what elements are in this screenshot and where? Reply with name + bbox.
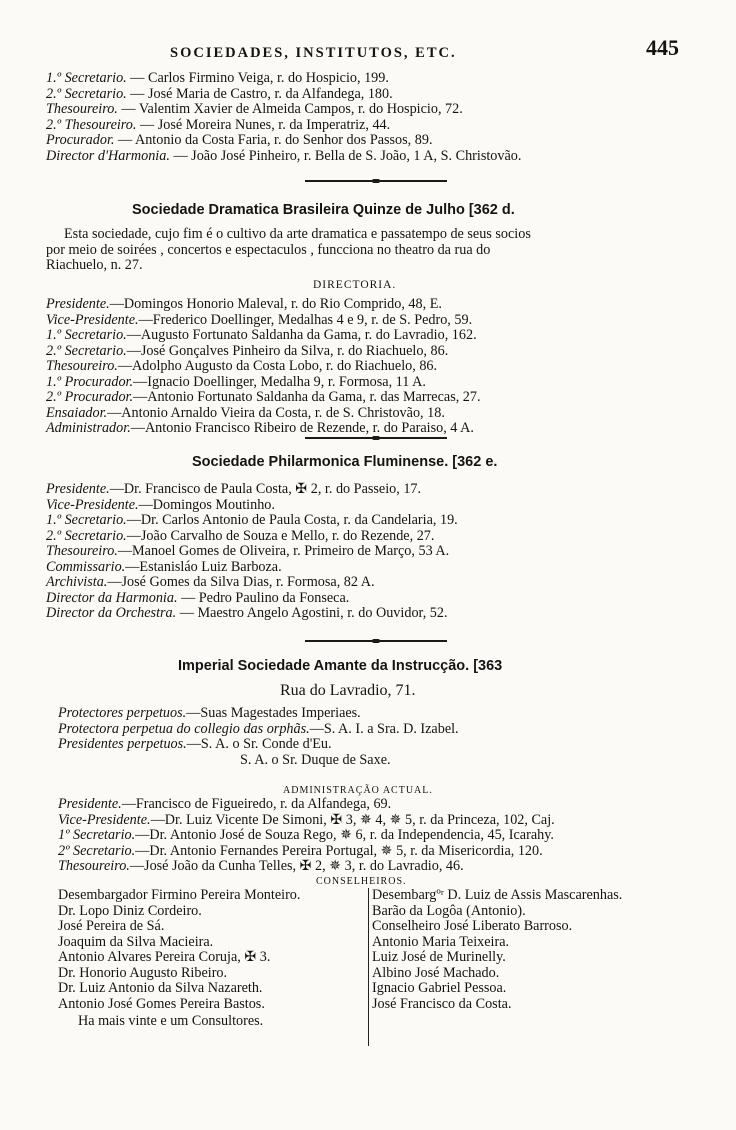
council-member: Albino José Machado. <box>372 964 500 981</box>
amante-address: Rua do Lavradio, 71. <box>280 682 416 699</box>
officer-line: 1º Secretario.—Dr. Antonio José de Souza Rego, ✵ 6, r. da Independencia, 45, Icarahy. <box>58 827 554 843</box>
officer-line: 2.º Procurador.—Antonio Fortunato Saldanha da Gama, r. das Marrecas, 27. <box>46 389 481 405</box>
council-member: José Pereira de Sá. <box>58 918 165 934</box>
council-member: Antonio Maria Teixeira. <box>372 933 510 950</box>
officer-line: Presidente.—Dr. Francisco de Paula Costa, ✠ 2, r. do Passeio, 17. <box>46 481 422 497</box>
officer-line: 2º Secretario.—Dr. Antonio Fernandes Pereira Portugal, ✵ 5, r. da Misericordia, 120. <box>58 842 543 859</box>
officer-line: 2.º Secretario. — José Maria de Castro, r. da Alfandega, 180. <box>46 85 393 102</box>
council-member: Barão da Logôa (Antonio). <box>372 902 526 919</box>
officer-line: Thesoureiro.—Manoel Gomes de Oliveira, r. Primeiro de Março, 53 A. <box>46 543 450 559</box>
officer-line: Thesoureiro.—José João da Cunha Telles, ✠ 2, ✵ 3, r. do Lavradio, 46. <box>58 858 464 874</box>
officer-line: 1.º Secretario.—Dr. Carlos Antonio de Paula Costa, r. da Candelaria, 19. <box>46 512 458 528</box>
officer-line: 2.º Secretario.—João Carvalho de Souza e Mello, r. do Rezende, 27. <box>46 527 435 544</box>
section-title-philarmonica: Sociedade Philarmonica Fluminense. [362 e. <box>192 454 498 470</box>
subheading-directoria: DIRECTORIA. <box>313 279 397 291</box>
footer-note: Ha mais vinte e um Consultores. <box>78 1013 264 1029</box>
council-member: Conselheiro José Liberato Barroso. <box>372 918 573 934</box>
dramatica-description: Esta sociedade, cujo fim é o cultivo da arte dramatica e passatempo de seus socios por meio de soirées , concertos e espectaculos , funcciona no theatro da rua do Riachuelo, n. 27. <box>46 226 531 273</box>
patron-line: Protectora perpetua do collegio das orphãs.—S. A. I. a Sra. D. Izabel. <box>58 720 459 737</box>
officer-line: Archivista.—José Gomes da Silva Dias, r. Formosa, 82 A. <box>46 574 375 590</box>
subheading-conselheiros: CONSELHEIROS. <box>316 876 407 887</box>
officer-line: Procurador. — Antonio da Costa Faria, r. do Senhor dos Passos, 89. <box>46 132 433 148</box>
patron-line: Protectores perpetuos.—Suas Magestades Imperiaes. <box>58 705 361 721</box>
running-title: SOCIEDADES, INSTITUTOS, ETC. <box>170 45 457 61</box>
amante-admin <box>46 797 686 875</box>
officer-line: 2.º Thesoureiro. — José Moreira Nunes, r. da Imperatriz, 44. <box>46 116 391 133</box>
section-divider <box>305 640 447 642</box>
patron-line: Presidentes perpetuos.—S. A. o Sr. Conde d'Eu. <box>58 736 332 752</box>
council-member: Antonio José Gomes Pereira Bastos. <box>58 995 265 1012</box>
officer-line: Vice-Presidente.—Frederico Doellinger, Medalhas 4 e 9, r. de S. Pedro, 59. <box>46 311 473 328</box>
council-member: Ignacio Gabriel Pessoa. <box>372 980 507 996</box>
officer-line: 1.º Procurador.—Ignacio Doellinger, Medalha 9, r. Formosa, 11 A. <box>46 373 426 390</box>
officer-line: Administrador.—Antonio Francisco Ribeiro de Rezende, r. do Paraiso, 4 A. <box>46 420 474 436</box>
officer-line: Presidente.—Francisco de Figueiredo, r. da Alfandega, 69. <box>58 796 392 812</box>
council-member: Desembargºʳ D. Luiz de Assis Mascarenhas. <box>372 887 623 903</box>
officer-line: 1.º Secretario.—Augusto Fortunato Saldanha da Gama, r. do Lavradio, 162. <box>46 327 477 343</box>
section-title-dramatica: Sociedade Dramatica Brasileira Quinze de Julho [362 d. <box>132 202 515 218</box>
section-title-amante: Imperial Sociedade Amante da Instrucção. [363 <box>178 658 503 674</box>
column-divider <box>368 888 369 1046</box>
officer-line: Presidente.—Domingos Honorio Maleval, r. do Rio Comprido, 48, E. <box>46 296 442 312</box>
philarmonica-officers <box>46 482 686 622</box>
officer-line: Vice-Presidente.—Dr. Luiz Vicente De Simoni, ✠ 3, ✵ 4, ✵ 5, r. da Princeza, 102, Caj. <box>58 811 555 828</box>
officer-line: Thesoureiro. — Valentim Xavier de Almeida Campos, r. do Hospicio, 72. <box>46 101 463 117</box>
officer-line: Director d'Harmonia. — João José Pinheiro, r. Bella de S. João, 1 A, S. Christovão. <box>46 147 522 164</box>
council-member: Dr. Luiz Antonio da Silva Nazareth. <box>58 980 263 996</box>
officer-line: Director da Harmonia. — Pedro Paulino da Fonseca. <box>46 589 350 606</box>
amante-patrons <box>46 706 686 768</box>
patron-continuation: S. A. o Sr. Duque de Saxe. <box>240 751 391 768</box>
officer-line: 1.º Secretario. — Carlos Firmino Veiga, r. do Hospicio, 199. <box>46 70 389 86</box>
council-member: Dr. Honorio Augusto Ribeiro. <box>58 964 228 981</box>
council-member: Dr. Lopo Diniz Cordeiro. <box>58 902 202 919</box>
officer-line: Commissario.—Estanisláo Luiz Barboza. <box>46 558 282 575</box>
council-left-column <box>58 888 364 1030</box>
council-member: Antonio Alvares Pereira Coruja, ✠ 3. <box>58 949 271 965</box>
section-divider <box>305 180 447 182</box>
officer-line: Director da Orchestra. — Maestro Angelo Agostini, r. do Ouvidor, 52. <box>46 605 448 621</box>
officer-line: 2.º Secretario.—José Gonçalves Pinheiro da Silva, r. do Riachuelo, 86. <box>46 342 449 359</box>
dramatica-officers <box>46 297 686 437</box>
council-member: Luiz José de Murinelly. <box>372 949 506 965</box>
council-member: Desembargador Firmino Pereira Monteiro. <box>58 887 301 903</box>
subheading-administracao: ADMINISTRAÇÃO ACTUAL. <box>283 785 433 796</box>
council-member: José Francisco da Costa. <box>372 995 512 1012</box>
harmonia-officers <box>46 71 686 164</box>
officer-line: Ensaiador.—Antonio Arnaldo Vieira da Costa, r. de S. Christovão, 18. <box>46 404 445 421</box>
council-right-column <box>372 888 692 1012</box>
section-divider <box>305 437 447 439</box>
officer-line: Vice-Presidente.—Domingos Moutinho. <box>46 496 275 513</box>
officer-line: Thesoureiro.—Adolpho Augusto da Costa Lobo, r. do Riachuelo, 86. <box>46 358 438 374</box>
page-header <box>0 35 736 66</box>
page-number: 445 <box>646 35 679 60</box>
council-member: Joaquim da Silva Macieira. <box>58 933 214 950</box>
